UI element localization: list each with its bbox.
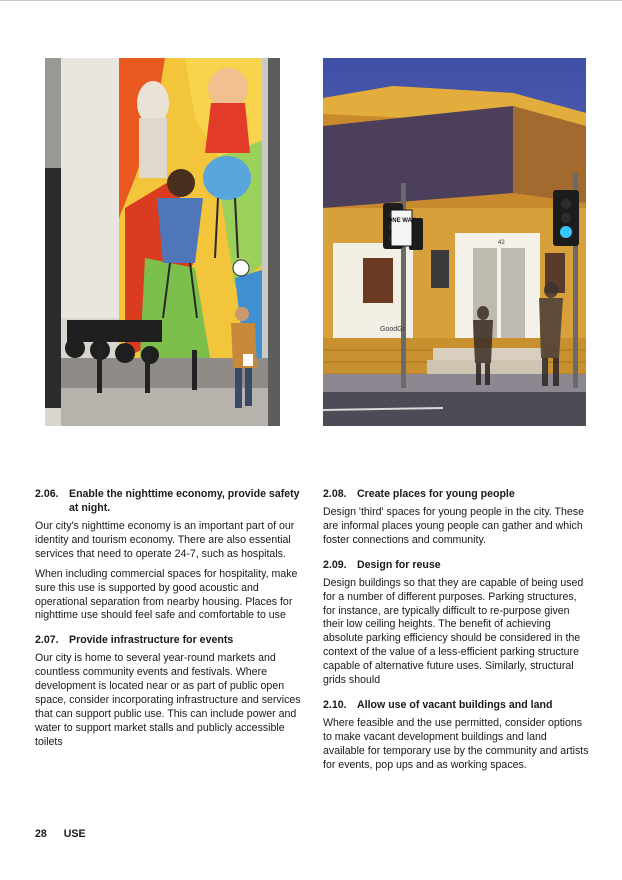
- section-title: Enable the nighttime economy, provide safety at night.: [69, 488, 300, 514]
- section-2-09-paragraph-1: Design buildings so that they are capable of being used for a number of different purposes. Parking structures, for instance, are typically difficult to re-purpose given their low ceiling heights. The benefit of achieving absolute parking efficiency should be considered in the context of the value of a less-efficient parking structure capable of alternative future uses. Similarly, structural grids should: [323, 576, 584, 687]
- page-footer: [35, 828, 100, 840]
- section-title: Design for reuse: [357, 558, 441, 571]
- page-number: 28: [35, 828, 47, 840]
- section-title: Create places for young people: [357, 488, 515, 500]
- section-2-09-heading: [323, 558, 591, 572]
- door-number: 42: [498, 240, 505, 246]
- section-2-06-heading: [35, 487, 301, 515]
- section-2-10-paragraph-1: Where feasible and the use permitted, consider options to make vacant development buildings and land available for temporary use by the community and artists for events, pop ups and as working spaces.: [323, 716, 589, 771]
- section-title: Allow use of vacant buildings and land: [357, 698, 553, 711]
- section-title: Provide infrastructure for events: [69, 634, 234, 647]
- corner-building-dusk-photo: [323, 58, 586, 426]
- section-number: 2.10.: [323, 698, 347, 711]
- section-2-08-heading: [323, 487, 591, 501]
- section-number: 2.08.: [323, 488, 347, 500]
- mural-street-photo: [45, 58, 280, 426]
- section-2-07-paragraph-1: Our city is home to several year-round markets and countless community events and festivals. Where development is located near or as part of public open space, consider incorporating infrastructure and services that can support public use. This can include power and water to support market stalls and publicly accessible toilets: [35, 652, 301, 748]
- one-way-sign-text: ONE WAY: [387, 218, 416, 224]
- section-number: 2.09.: [323, 558, 347, 571]
- left-text-column: [35, 487, 301, 756]
- section-2-07-heading: [35, 633, 301, 647]
- section-2-10-heading: [323, 698, 591, 712]
- section-2-08-paragraph-1: Design 'third' spaces for young people in the city. These are informal places young people can gather and which foster connections and community.: [323, 506, 584, 546]
- section-number: 2.06.: [35, 488, 59, 500]
- section-label: USE: [63, 828, 86, 840]
- shop-window-text: GoodGr: [380, 326, 405, 333]
- section-2-06-paragraph-2: When including commercial spaces for hospitality, make sure this use is supported by good acoustic and operational separation from nearby housing. Places for nighttime use should feel safe and comfortable to use: [35, 567, 298, 622]
- top-rule: [0, 0, 622, 1]
- section-2-06-paragraph-1: Our city's nighttime economy is an important part of our identity and tourism economy. There are also essential services that need to operate 24-7, such as hospitals.: [35, 520, 295, 560]
- section-number: 2.07.: [35, 634, 59, 647]
- right-text-column: [323, 487, 591, 779]
